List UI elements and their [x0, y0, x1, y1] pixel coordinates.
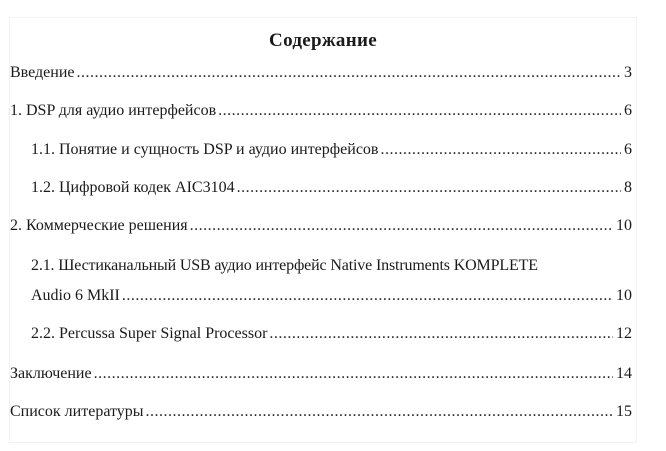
toc-entry-section-2-1-line1[interactable]: 2.1. Шестиканальный USB аудио интерфейс Native Instruments KOMPLETE	[31, 257, 538, 274]
toc-entry-label: 2.2. Percussa Super Signal Processor	[31, 325, 268, 342]
toc-entry-label: Заключение	[10, 365, 92, 382]
toc-dot-leader	[146, 402, 613, 422]
toc-entry-section-1-2[interactable]	[31, 178, 632, 198]
toc-entry-introduction[interactable]	[10, 63, 632, 83]
toc-page-number: 14	[616, 365, 632, 382]
toc-dot-leader	[94, 364, 613, 384]
toc-page-number: 6	[624, 102, 632, 119]
toc-entry-label: Введение	[10, 64, 75, 81]
toc-entry-section-1-1[interactable]	[31, 140, 632, 160]
toc-title: Содержание	[269, 30, 377, 51]
toc-dot-leader	[77, 63, 622, 83]
toc-entry-chapter-2[interactable]	[10, 216, 632, 236]
toc-page-number: 3	[624, 64, 632, 81]
toc-entry-label: 1.2. Цифровой кодек AIC3104	[31, 179, 235, 196]
toc-dot-leader	[190, 216, 613, 236]
toc-entry-label: 1. DSP для аудио интерфейсов	[10, 102, 217, 119]
toc-entry-chapter-1[interactable]	[10, 101, 632, 121]
toc-dot-leader	[269, 324, 613, 344]
toc-page-number: 12	[616, 325, 632, 342]
toc-page-number: 6	[624, 141, 632, 158]
toc-page-number: 8	[624, 179, 632, 196]
toc-entry-section-2-1[interactable]	[31, 286, 632, 306]
toc-entry-label: Audio 6 MkII	[31, 287, 120, 304]
toc-dot-leader	[237, 178, 621, 198]
toc-page-number: 10	[616, 217, 632, 234]
toc-page-number: 15	[616, 403, 632, 420]
toc-entry-label: Список литературы	[10, 403, 144, 420]
toc-entry-label: 2. Коммерческие решения	[10, 217, 188, 234]
toc-dot-leader	[218, 101, 621, 121]
toc-page-number: 10	[616, 287, 632, 304]
toc-entry-section-2-2[interactable]	[31, 324, 632, 344]
toc-dot-leader	[122, 286, 613, 306]
toc-entry-conclusion[interactable]	[10, 364, 632, 384]
toc-entry-references[interactable]	[10, 402, 632, 422]
document-page	[10, 18, 636, 442]
toc-entry-label: 1.1. Понятие и сущность DSP и аудио интерфейсов	[31, 141, 379, 158]
toc-dot-leader	[380, 140, 621, 160]
